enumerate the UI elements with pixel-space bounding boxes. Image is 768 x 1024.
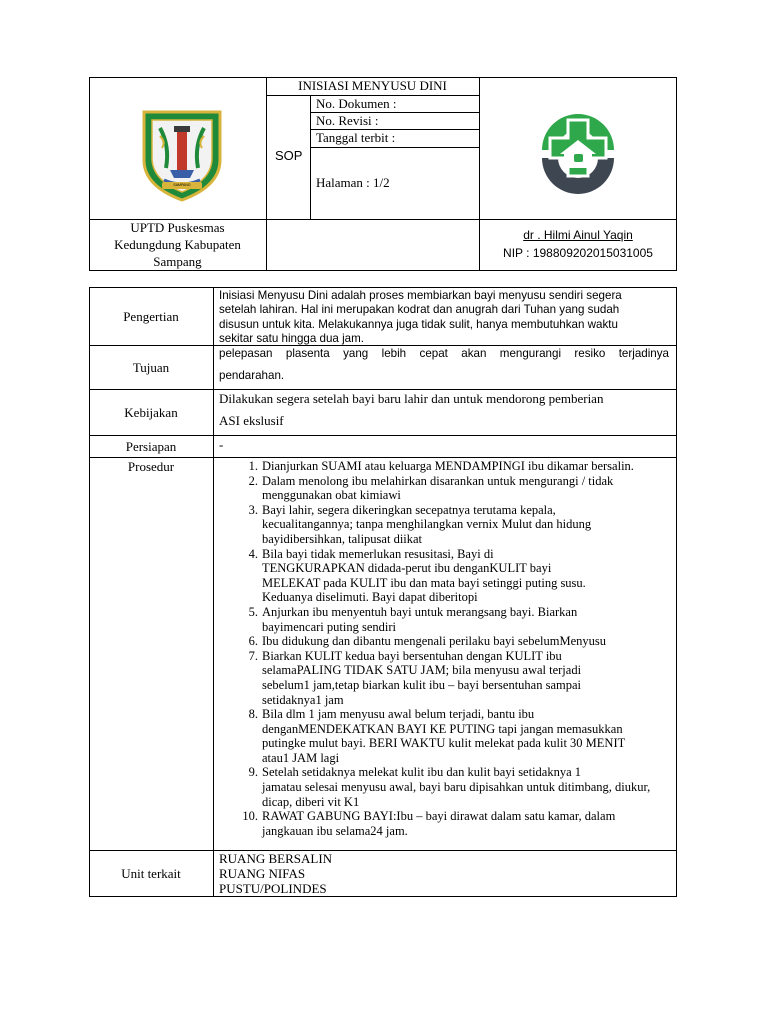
pengertian-line: Inisiasi Menyusu Dini adalah proses membiarkan bayi menyusu sendiri segera	[219, 289, 622, 302]
step-line: putingke mulut bayi. BERI WAKTU kulit melekat pada kulit 30 MENIT	[262, 736, 626, 751]
sop-label: SOP	[275, 148, 303, 163]
doc-number-label: No. Dokumen :	[316, 96, 397, 111]
unit-item: PUSTU/POLINDES	[219, 881, 327, 896]
step-line: Anjurkan ibu menyentuh bayi untuk merangsang bayi. Biarkan	[262, 604, 578, 619]
pengertian-line: sekitar satu hingga dua jam.	[219, 332, 365, 346]
tujuan-line-1: pelepasan plasenta yang lebih cepat akan mengurangi resiko terjadinya	[219, 347, 669, 360]
revision-label: No. Revisi :	[316, 113, 379, 128]
institution-line-1: UPTD Puskesmas	[130, 220, 225, 235]
step-line: sebelum1 jam,tetap biarkan kulit ibu – bayi bersentuhan sampai	[262, 677, 582, 692]
step-number: 7.	[248, 648, 258, 663]
prosedur-step	[214, 707, 674, 765]
persiapan-value: -	[219, 437, 224, 452]
unit-terkait-label: Unit terkait	[121, 866, 181, 881]
institution-name	[89, 219, 266, 270]
step-line: Biarkan KULIT kedua bayi bersentuhan dengan KULIT ibu	[262, 648, 562, 663]
unit-terkait-list	[219, 851, 332, 896]
page-number-label: Halaman : 1/2	[316, 175, 390, 190]
prosedur-step	[214, 809, 674, 838]
step-line: Ibu didukung dan dibantu mengenali perilaku bayi sebelumMenyusu	[262, 634, 607, 649]
prosedur-step	[214, 765, 674, 809]
signer-nip: NIP : 198809202015031005	[503, 246, 653, 260]
persiapan-label: Persiapan	[125, 439, 177, 454]
publish-date-label: Tanggal terbit :	[316, 130, 396, 145]
step-line: TENGKURAPKAN didada-perut ibu denganKULIT bayi	[262, 561, 552, 576]
step-line: atau1 JAM lagi	[262, 750, 340, 765]
step-line: dicap, diberi vit K1	[262, 794, 360, 809]
step-line: Dianjurkan SUAMI atau keluarga MENDAMPINGI ibu dikamar bersalin.	[262, 459, 634, 473]
puskesmas-logo	[528, 110, 628, 198]
prosedur-step	[214, 649, 674, 707]
prosedur-list	[214, 459, 674, 838]
step-line: Setelah setidaknya melekat kulit ibu dan kulit bayi setidaknya 1	[262, 765, 582, 780]
step-number: 3.	[248, 502, 258, 517]
step-line: Bila dlm 1 jam menyusu awal belum terjadi, bantu ibu	[262, 707, 535, 722]
pengertian-label: Pengertian	[123, 309, 179, 324]
step-line: bayimencari puting sendiri	[262, 619, 396, 634]
unit-item: RUANG BERSALIN	[219, 851, 333, 866]
step-line: Bayi lahir, segera dikeringkan secepatnya terutama kepala,	[262, 502, 556, 517]
step-line: Bila bayi tidak memerlukan resusitasi, Bayi di	[262, 546, 494, 561]
step-line: jangkauan ibu selama24 jam.	[262, 823, 408, 838]
pengertian-line: setelah lahiran. Hal ini merupakan kodrat dan anugrah dari Tuhan yang sudah	[219, 303, 620, 317]
step-number: 9.	[248, 765, 258, 780]
prosedur-step	[214, 474, 674, 503]
sop-title: INISIASI MENYUSU DINI	[298, 78, 447, 93]
step-line: menggunakan obat kimiawi	[262, 488, 401, 503]
regency-crest-logo	[140, 108, 224, 202]
pengertian-text	[219, 289, 673, 347]
pengertian-line: disusun untuk kita. Melakukannya juga tidak sulit, hanya membutuhkan waktu	[219, 317, 618, 331]
crest-motto-text: SAMPANG	[173, 183, 191, 187]
step-line: kecualitangannya; tanpa menghilangkan vernix Mulut dan hidung	[262, 517, 592, 532]
prosedur-step	[214, 547, 674, 605]
step-number: 4.	[248, 546, 258, 561]
step-line: bayidibersihkan, talipusat diikat	[262, 531, 423, 546]
kebijakan-line-1: Dilakukan segera setelah bayi baru lahir dan untuk mendorong pemberian	[219, 391, 604, 406]
signer-name: dr . Hilmi Ainul Yaqin	[523, 228, 633, 242]
step-line: setidaknya1 jam	[262, 692, 344, 707]
step-number: 1.	[248, 459, 258, 473]
step-line: RAWAT GABUNG BAYI:Ibu – bayi dirawat dalam satu kamar, dalam	[262, 809, 616, 824]
kebijakan-label: Kebijakan	[124, 405, 178, 420]
prosedur-label: Prosedur	[127, 459, 175, 474]
step-number: 2.	[248, 473, 258, 488]
step-number: 8.	[248, 707, 258, 722]
prosedur-step	[214, 503, 674, 547]
step-line: Dalam menolong ibu melahirkan disarankan untuk mengurangi / tidak	[262, 473, 614, 488]
step-number: 10.	[242, 809, 258, 824]
step-line: jamatau selesai menyusu awal, bayi baru dipisahkan untuk ditimbang, diukur,	[262, 780, 651, 795]
kebijakan-line-2: ASI ekslusif	[219, 413, 284, 428]
step-line: selamaPALING TIDAK SATU JAM; bila menyusu awal terjadi	[262, 663, 582, 678]
step-line: Keduanya diselimuti. Bayi dapat diberitopi	[262, 590, 478, 605]
step-line: denganMENDEKATKAN BAYI KE PUTING tapi jangan memasukkan	[262, 721, 623, 736]
institution-line-2: Kedungdung Kabupaten	[114, 237, 241, 252]
prosedur-step	[214, 605, 674, 634]
step-number: 5.	[248, 604, 258, 619]
tujuan-line-2: pendarahan.	[219, 369, 285, 382]
prosedur-step	[214, 459, 674, 474]
step-line: MELEKAT pada KULIT ibu dan mata bayi setinggi puting susu.	[262, 575, 586, 590]
prosedur-step	[214, 634, 674, 649]
step-number: 6.	[248, 634, 258, 649]
institution-line-3: Sampang	[153, 254, 202, 269]
tujuan-label: Tujuan	[132, 360, 170, 375]
unit-item: RUANG NIFAS	[219, 866, 306, 881]
